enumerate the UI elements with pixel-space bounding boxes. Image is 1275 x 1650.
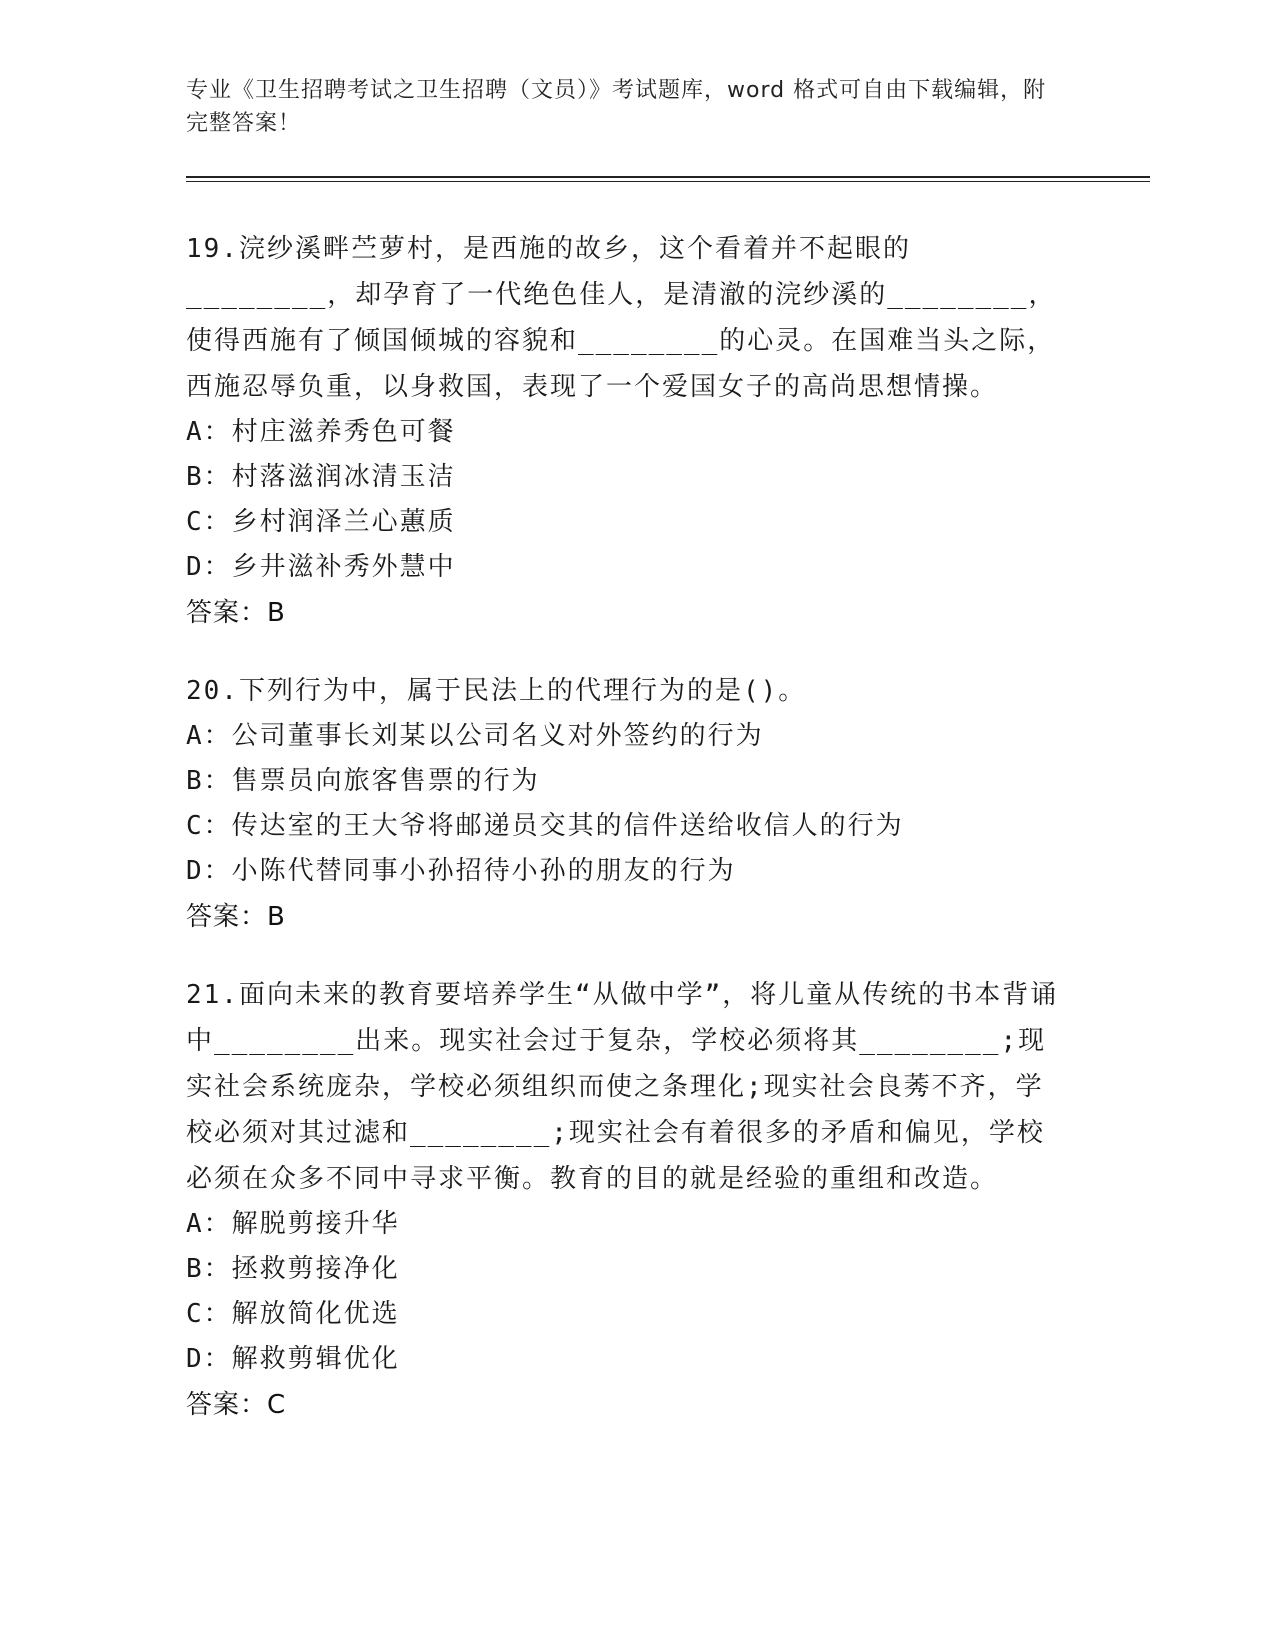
option-b: B：村落滋润冰清玉洁	[186, 462, 456, 492]
question-text: 19.浣纱溪畔苎萝村，是西施的故乡，这个看着并不起眼的________，却孕育了一代绝色佳人，是清澈的浣纱溪的________，使得西施有了倾国倾城的容貌和________的心灵。在国难当头之际，西施忍辱负重，以身救国，表现了一个爱国女子的高尚思想情操。	[186, 234, 1057, 402]
answer: 答案：B	[186, 598, 286, 628]
question-21	[186, 972, 1066, 1428]
option-d: D：小陈代替同事小孙招待小孙的朋友的行为	[186, 856, 736, 886]
header-rule-thick	[186, 176, 1150, 178]
option-c: C：传达室的王大爷将邮递员交其的信件送给收信人的行为	[186, 811, 904, 841]
option-c: C：乡村润泽兰心蕙质	[186, 507, 456, 537]
page-header: 专业《卫生招聘考试之卫生招聘（文员）》考试题库，word 格式可自由下载编辑，附完整答案！	[186, 78, 1047, 136]
option-c: C：解放简化优选	[186, 1299, 400, 1329]
question-19	[186, 226, 1066, 636]
option-a: A：村庄滋养秀色可餐	[186, 417, 456, 447]
option-d: D：解救剪辑优化	[186, 1344, 400, 1374]
option-a: A：公司董事长刘某以公司名义对外签约的行为	[186, 721, 764, 751]
question-text: 20.下列行为中，属于民法上的代理行为的是()。	[186, 676, 807, 706]
question-list	[186, 226, 1066, 1460]
option-b: B：拯救剪接净化	[186, 1254, 400, 1284]
question-20	[186, 668, 1066, 940]
option-b: B：售票员向旅客售票的行为	[186, 766, 540, 796]
answer: 答案：C	[186, 1390, 287, 1420]
option-d: D：乡井滋补秀外慧中	[186, 552, 456, 582]
answer: 答案：B	[186, 902, 286, 932]
question-text: 21.面向未来的教育要培养学生“从做中学”，将儿童从传统的书本背诵中________出来。现实社会过于复杂，学校必须将其________;现实社会系统庞杂，学校必须组织而使之条理化;现实社会良莠不齐，学校必须对其过滤和________;现实社会有着很多的矛盾和偏见，学校必须在众多不同中寻求平衡。教育的目的就是经验的重组和改造。	[186, 980, 1059, 1194]
header-rule-thin	[186, 181, 1150, 182]
option-a: A：解脱剪接升华	[186, 1209, 400, 1239]
